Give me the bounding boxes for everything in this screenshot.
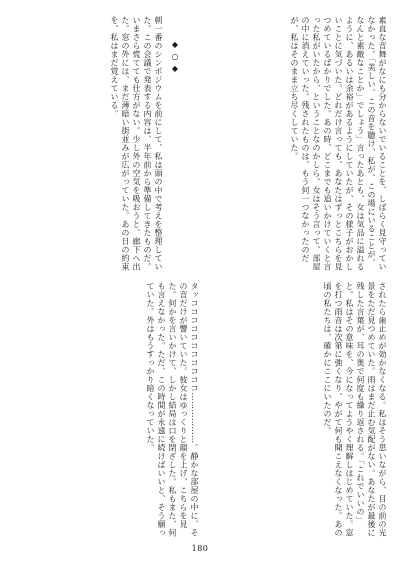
ornament-diamond-icon: ◆ <box>171 64 179 73</box>
page-number: 180 <box>191 544 209 553</box>
text-block-top-left: 朝一番のシンポジウムを前にして、私は頭の中で考えを整理していた。この会議で発表する内容は、半年前から準備してきたものだ。いまさら慌てても仕方がない。少し外の空気を吸おうと、廊下へ出た。窓の外には、まだ薄暗い街並みが広がっていた。あの日の約束を、私はまだ覚えている。 <box>110 16 163 271</box>
text-block-top-right: 素直な音舞がなにも分からないでいることを、しばらく見守っていなかった。「美しい、この音を聴け、私が、この場にいることが、なんと素敵なことか」でしょう」言ったあとも、女は気品に溢れるように、あるいは余裕があるようにしていたが、その様子がおかしいことに気づいた。どれだけ言っても、あなたはずっとこちらを見つめているばかりでした。あの時、どこまでも追いかけていくと言った私がいたから、ということなのかしら。女はそう言って、部屋の中に消えていった。残されたものは、もう何一つなかったのだが、私はそのまま立ち尽くしていた。 <box>290 16 387 271</box>
ornament-diamond-icon: ◆ <box>171 40 179 49</box>
text-block-bottom-left: タッコココココココココココ………………。静かな部屋の中に、その音だけが響いていた。彼女はゆっくりと顔を上げ、こちらを見た。何かを言いかけて、しかし結局は口を閉ざした。私もまた、何も言えなかった。ただ、この時間が永遠に続けばいいと、そう願っていた。外はもうすっかり暗くなっていた。 <box>146 282 199 537</box>
text-block-bottom-right: されたら歯止めが効かなくなる。私はそう思いながら、目の前の光景をただ見つめていた。雨はまだ止む気配がない。あなたが最後に残した言葉が、耳の奥で何度も繰り返される。「これでいいの」と。私はその意味を、今になってようやく理解しはじめていた。窓を打つ雨音は次第に強くなり、やがて何も聞こえなくなった。あの頃の私たちは、確かにここにいたのだ。 <box>323 282 387 537</box>
ornament-circle-icon: ○ <box>171 52 179 61</box>
section-ornaments <box>166 40 184 74</box>
